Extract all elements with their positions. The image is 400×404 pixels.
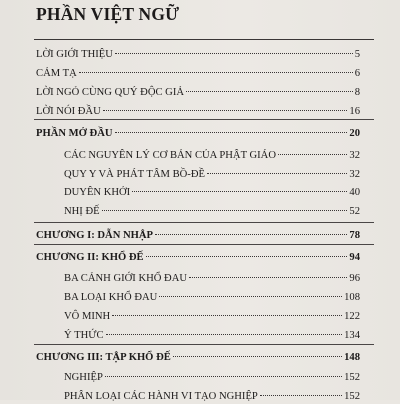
toc-page-number: 152 — [344, 372, 360, 383]
toc-page-number: 78 — [349, 230, 360, 241]
dot-leader — [207, 173, 347, 174]
section-divider — [34, 244, 374, 245]
toc-entry[interactable] — [36, 105, 360, 119]
toc-entry-title: NHỊ ĐẾ — [64, 206, 100, 217]
toc-entry[interactable] — [64, 205, 360, 219]
toc-entry[interactable] — [64, 186, 360, 200]
toc-entry-title: LỜI GIỚI THIỆU — [36, 49, 113, 60]
toc-entry-title: NGHIỆP — [64, 372, 103, 383]
toc-page-number: 148 — [344, 352, 360, 363]
toc-entry[interactable] — [36, 48, 360, 62]
toc-entry-title: CHƯƠNG I: DẪN NHẬP — [36, 230, 154, 241]
toc-entry[interactable] — [64, 272, 360, 286]
dot-leader — [103, 110, 348, 111]
toc-page-number: 5 — [354, 49, 360, 60]
toc-entry-title: CÁC NGUYÊN LÝ CƠ BẢN CỦA PHẬT GIÁO — [64, 150, 276, 161]
toc-page-number: 96 — [349, 273, 360, 284]
toc-entry-title: CẢM TẠ — [36, 68, 77, 79]
toc-entry[interactable] — [64, 371, 360, 385]
toc-page-number: 32 — [349, 150, 360, 161]
toc-entry[interactable] — [36, 127, 360, 141]
toc-entry-title: PHÂN LOẠI CÁC HÀNH VI TẠO NGHIỆP — [64, 391, 258, 402]
toc-entry[interactable] — [64, 329, 360, 343]
dot-leader — [115, 132, 348, 133]
toc-entry-title: CHƯƠNG III: TẬP KHỔ ĐẾ — [36, 352, 171, 363]
toc-entry-title: DUYÊN KHỞI — [64, 187, 131, 198]
toc-page-number: 32 — [349, 169, 360, 180]
toc-entry[interactable] — [36, 351, 360, 365]
toc-page-number: 6 — [354, 68, 360, 79]
toc-page-number: 134 — [344, 330, 360, 341]
dot-leader — [189, 277, 347, 278]
toc-page-number: 152 — [344, 391, 360, 402]
toc-entry-title: BA LOẠI KHỔ ĐAU — [64, 292, 158, 303]
dot-leader — [278, 154, 347, 155]
toc-entry[interactable] — [36, 229, 360, 243]
toc-page-number: 8 — [354, 87, 360, 98]
toc-entry-title: CHƯƠNG II: KHỔ ĐẾ — [36, 252, 144, 263]
toc-entry-title: BA CẢNH GIỚI KHỔ ĐAU — [64, 273, 188, 284]
toc-page-number: 40 — [349, 187, 360, 198]
toc-page-number: 20 — [349, 128, 360, 139]
toc-entry[interactable] — [36, 67, 360, 81]
toc-entry[interactable] — [36, 251, 360, 265]
dot-leader — [112, 315, 342, 316]
toc-entry-title: PHẦN MỞ ĐẦU — [36, 128, 113, 139]
section-divider — [34, 344, 374, 345]
section-divider — [34, 119, 374, 120]
toc-entry[interactable] — [64, 390, 360, 404]
section-divider — [34, 222, 374, 223]
toc-page-number: 122 — [344, 311, 360, 322]
dot-leader — [115, 53, 353, 54]
section-title: PHẦN VIỆT NGỮ — [36, 4, 180, 24]
toc-entry[interactable] — [64, 310, 360, 324]
dot-leader — [102, 210, 348, 211]
dot-leader — [105, 376, 342, 377]
dot-leader — [155, 234, 347, 235]
toc-page-number: 94 — [349, 252, 360, 263]
dot-leader — [106, 334, 343, 335]
toc-entry[interactable] — [64, 291, 360, 305]
toc-entry-title: VÔ MINH — [64, 311, 111, 322]
toc-entry[interactable] — [64, 168, 360, 182]
toc-entry[interactable] — [36, 86, 360, 100]
dot-leader — [186, 91, 353, 92]
toc-entry-title: Ý THỨC — [64, 330, 104, 341]
dot-leader — [173, 356, 342, 357]
dot-leader — [260, 395, 342, 396]
toc-entry-title: QUY Y VÀ PHÁT TÂM BỒ-ĐỀ — [64, 169, 205, 180]
toc-page-number: 52 — [349, 206, 360, 217]
dot-leader — [79, 72, 353, 73]
dot-leader — [159, 296, 342, 297]
toc-entry-title: LỜI NGỎ CÙNG QUÝ ĐỘC GIẢ — [36, 87, 185, 98]
toc-page-number: 16 — [349, 106, 360, 117]
toc-page-number: 108 — [344, 292, 360, 303]
dot-leader — [146, 256, 348, 257]
dot-leader — [132, 191, 347, 192]
toc-entry[interactable] — [64, 149, 360, 163]
toc-entry-title: LỜI NÓI ĐẦU — [36, 106, 101, 117]
